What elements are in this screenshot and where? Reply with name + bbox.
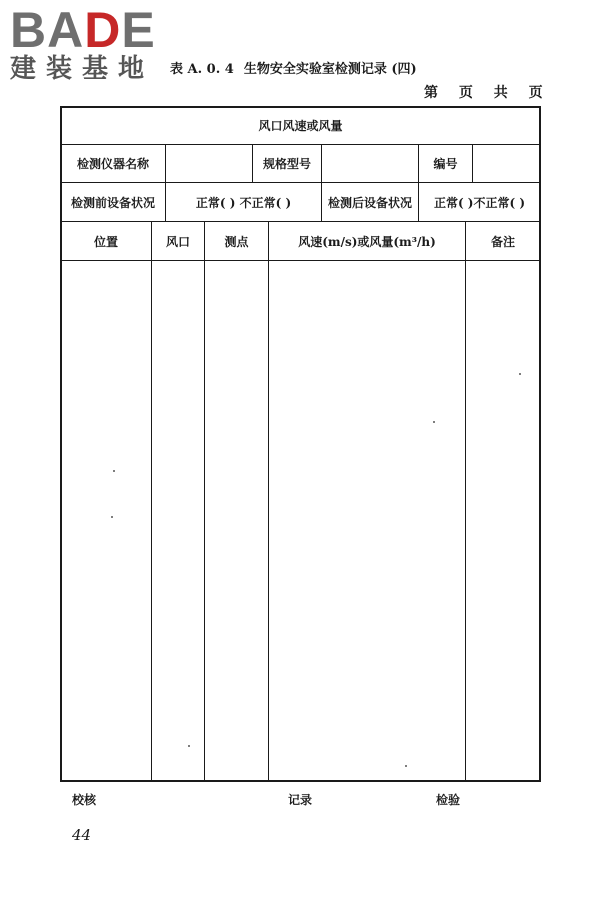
pre-test-status-options[interactable]: 正常( ) 不正常( ) [195,195,292,210]
scan-speck [113,470,115,472]
logo-subtitle: 建装基地 [10,54,155,84]
number-label: 编号 [433,157,458,171]
logo-wordmark-part: BA [10,2,85,58]
data-column-test-point[interactable] [205,261,268,781]
page-info: 第 页 共 页 [424,85,551,101]
table-title-text: 生物安全实验室检测记录 (四) [243,62,417,77]
logo-wordmark-part: E [121,2,156,58]
spec-model-label: 规格型号 [262,157,311,171]
scan-speck [433,421,435,423]
footer-inspect-label: 检验 [436,793,461,807]
instrument-name-field[interactable] [166,145,252,182]
scan-speck [405,765,407,767]
page-number: 44 [72,826,92,844]
post-test-status-options[interactable]: 正常( )不正常( ) [433,195,526,210]
spec-model-field[interactable] [322,145,418,182]
table-number: 表 A. 0. 4 [170,62,234,77]
logo-wordmark [10,4,156,56]
instrument-name-label: 检测仪器名称 [76,157,149,171]
data-column-vent[interactable] [152,261,204,781]
column-header-test-point: 测点 [224,234,249,249]
post-test-status-label: 检测后设备状况 [327,195,412,210]
footer-check-label: 校核 [72,793,97,807]
logo-wordmark-accent: D [84,2,122,58]
footer-record-label: 记录 [288,793,313,807]
data-column-remarks[interactable] [466,261,540,781]
table-title [170,58,417,77]
scan-speck [519,373,521,375]
number-field[interactable] [473,145,540,182]
column-header-velocity: 风速(m/s)或风量(m³/h) [298,234,436,249]
data-column-velocity[interactable] [269,261,465,781]
scan-speck [111,516,113,518]
column-header-position: 位置 [93,234,118,249]
column-header-vent: 风口 [165,234,190,249]
scan-speck [188,745,190,747]
column-header-remarks: 备注 [490,234,515,249]
pre-test-status-label: 检测前设备状况 [70,195,155,210]
data-column-position[interactable] [61,261,151,781]
table-header: 风口风速或风量 [258,119,343,133]
